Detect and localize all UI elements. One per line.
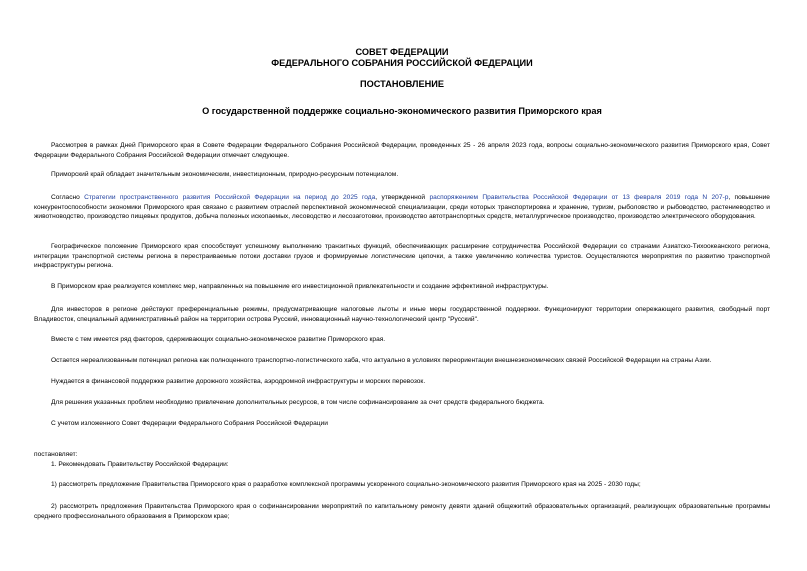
paragraph-2: Приморский край обладает значительным экономическим, инвестиционным, природно-ресурсным потенциалом. [51, 171, 399, 178]
paragraph-6: Для инвесторов в регионе действуют преференциальные режимы, предусматривающие налоговые льготы и иные меры государственной поддержки. Функционируют территории опережающего развития, свободный порт Владивосток, специальный административный район на территории острова Русский, инновационный научно-технологический центр "Русский". [34, 306, 770, 323]
government-order-link[interactable]: распоряжением Правительства Российской Федерации от 13 февраля 2019 года N 207-р [429, 194, 729, 201]
paragraph-8: Остается нереализованным потенциал региона как полноценного транспортно-логистического хаба, что актуально в условиях переориентации внешнеэкономических связей Российской Федерации на страны Азии. [51, 357, 712, 364]
item-1-subitem-1: 1) рассмотреть предложение Правительства Приморского края о разработке комплексной программы ускоренного социально-экономического развития Приморского края на 2025 - 2030 годы; [51, 481, 641, 488]
document-title: О государственной поддержке социально-экономического развития Приморского края [202, 106, 602, 116]
paragraph-9: Нуждается в финансовой поддержке развитие дорожного хозяйства, аэродромной инфраструктуры и морских перевозок. [51, 378, 426, 385]
resolves-word: постановляет: [34, 451, 78, 458]
paragraph-1: Рассмотрев в рамках Дней Приморского края в Совете Федерации Федерального Собрания Российской Федерации, проведенных 25 - 26 апреля 2023 года, вопросы социально-экономического развития Приморского края, Совет Федерации Федерального Собрания Российской Федерации отмечает следующее. [34, 142, 770, 159]
org-name-line-2: ФЕДЕРАЛЬНОГО СОБРАНИЯ РОССИЙСКОЙ ФЕДЕРАЦИИ [271, 58, 533, 68]
paragraph-10: Для решения указанных проблем необходимо привлечение дополнительных ресурсов, в том числе софинансирование за счет средств федерального бюджета. [51, 399, 545, 406]
paragraph-3 [34, 193, 770, 222]
paragraph-3-text-2: , утвержденной [375, 194, 430, 201]
paragraph-3-text-1: Согласно [51, 194, 85, 201]
org-name-line-1: СОВЕТ ФЕДЕРАЦИИ [355, 47, 449, 57]
paragraph-4: Географическое положение Приморского края способствует успешному выполнению транзитных функций, обеспечивающих расширение сотрудничества Российской Федерации со странами Азиатско-Тихоокеанского региона, интеграции транспортной системы региона в перестраиваемые потоки доставки грузов и формируемые логистические цепочки, а также увеличению количества туристов. Осуществляются мероприятия по развитию транспортной инфраструктуры региона. [34, 243, 770, 270]
paragraph-3-text-3: , повышение конкурентоспособности экономики Приморского края связано с развитием отраслей перспективной экономической специализации, среди которых транспортировка и хранение, туризм, рыболовство и рыбоводство, растениеводство и животноводство, производство пищевых продуктов, добыча полезных ископаемых, лесоводство и лесозаготовки, производство автотранспортных средств, металлургическое производство, производство электрического оборудования. [34, 194, 770, 221]
item-1: 1. Рекомендовать Правительству Российской Федерации: [51, 461, 229, 468]
paragraph-11: С учетом изложенного Совет Федерации Федерального Собрания Российской Федерации [51, 420, 328, 427]
paragraph-7: Вместе с тем имеется ряд факторов, сдерживающих социально-экономическое развитие Приморского края. [51, 336, 386, 343]
paragraph-5: В Приморском крае реализуется комплекс мер, направленных на повышение его инвестиционной привлекательности и создание эффективной инфраструктуры. [51, 283, 549, 290]
strategy-link[interactable]: Стратегии пространственного развития Российской Федерации на период до 2025 года [84, 194, 376, 201]
document-type: ПОСТАНОВЛЕНИЕ [360, 79, 444, 89]
item-1-subitem-2: 2) рассмотреть предложения Правительства Приморского края о софинансировании мероприятий по капитальному ремонту девяти зданий общежитий образовательных организаций, реализующих образовательные программы среднего профессионального образования в Приморском крае; [34, 503, 770, 520]
